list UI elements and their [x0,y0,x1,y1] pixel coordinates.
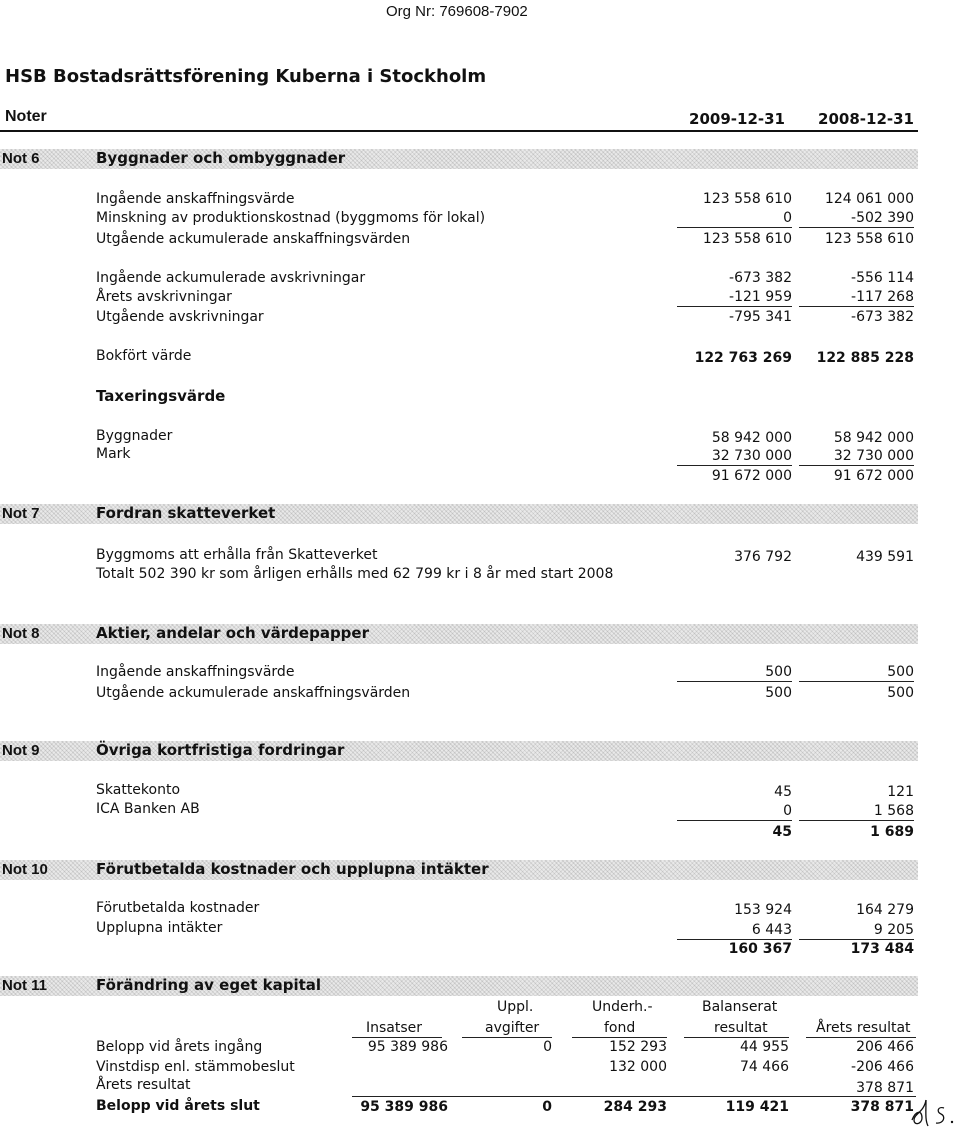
total-2008: 91 672 000 [833,468,914,484]
row-label: Minskning av produktionskostnad (byggmoms för lokal) [96,210,486,226]
value-2009: -121 959 [677,289,792,307]
value-2009: 500 [677,664,792,682]
value-2008: 32 730 000 [799,448,914,466]
note-band-6 [0,149,918,169]
row-label: ICA Banken AB [96,801,200,817]
org-number: Org Nr: 769608-7902 [386,3,528,20]
subheading: Taxeringsvärde [96,387,226,405]
row-label: Årets avskrivningar [96,289,232,305]
value-2009: 6 443 [677,922,792,940]
cell-arets-resultat: -206 466 [851,1059,914,1075]
noter-heading: Noter [5,108,47,125]
note-label: Not 8 [2,625,40,642]
column-header: Insatser [366,1020,423,1036]
total-2009: 160 367 [728,941,792,957]
row-label: Utgående ackumulerade anskaffningsvärden [96,231,411,247]
total-2008: 1 689 [870,824,914,840]
note-label: Not 10 [2,861,48,878]
handwritten-initials-icon [908,1096,960,1130]
note-text: Totalt 502 390 kr som årligen erhålls med 62 799 kr i 8 år med start 2008 [96,566,614,582]
column-header: Underh.- [592,999,653,1015]
cell-arets-resultat: 206 466 [856,1039,914,1055]
note-band-9 [0,741,918,761]
column-header: Balanserat [702,999,778,1015]
org-name: HSB Bostadsrättsförening Kuberna i Stockholm [5,66,487,87]
cell-fond: 284 293 [603,1099,667,1115]
total-rule [352,1096,916,1097]
note-label: Not 7 [2,505,40,522]
cell-fond: 152 293 [609,1039,667,1055]
note-title: Förutbetalda kostnader och upplupna intäkter [96,860,489,878]
header-underline [684,1037,789,1038]
value-2008: -117 268 [799,289,914,307]
value-2009: 0 [677,803,792,821]
row-label: Belopp vid årets ingång [96,1039,263,1055]
cell-avgifter: 0 [542,1099,552,1115]
total-2008: 173 484 [850,941,914,957]
note-label: Not 9 [2,742,40,759]
value-2009: 58 942 000 [711,430,792,446]
column-header-2008: 2008-12-31 [818,110,914,128]
cell-arets-resultat: 378 871 [856,1080,914,1096]
value-2008: 58 942 000 [833,430,914,446]
total-2009: 91 672 000 [711,468,792,484]
value-2009: 123 558 610 [702,191,792,207]
column-header: resultat [714,1020,768,1036]
value-2008: -502 390 [799,210,914,228]
column-header: Årets resultat [816,1020,911,1036]
value-2009: -673 382 [729,270,792,286]
row-label: Byggmoms att erhålla från Skatteverket [96,547,378,563]
note-label: Not 11 [2,977,48,994]
header-underline [806,1037,916,1038]
note-band-8 [0,624,918,644]
column-header: Uppl. [497,999,534,1015]
note-title: Förändring av eget kapital [96,976,322,994]
header-underline [462,1037,552,1038]
value-2008: 123 558 610 [824,231,914,247]
row-label: Byggnader [96,428,173,444]
value-2008: -673 382 [851,309,914,325]
cell-insatser: 95 389 986 [360,1099,448,1115]
value-2009: 45 [774,784,792,800]
row-label: Upplupna intäkter [96,920,223,936]
note-title: Fordran skatteverket [96,504,276,522]
cell-balanserat: 44 955 [740,1039,789,1055]
row-label: Förutbetalda kostnader [96,900,260,916]
row-label: Ingående anskaffningsvärde [96,191,295,207]
row-label: Ingående ackumulerade avskrivningar [96,270,366,286]
value-2009: 0 [677,210,792,228]
header-rule [0,130,918,132]
value-2008: 500 [799,664,914,682]
value-2008: 1 568 [799,803,914,821]
value-2009: 376 792 [734,549,792,565]
value-2008: 439 591 [856,549,914,565]
row-label: Belopp vid årets slut [96,1098,260,1114]
note-label: Not 6 [2,150,40,167]
row-label: Utgående avskrivningar [96,309,264,325]
row-label: Bokfört värde [96,348,192,364]
value-2009: 123 558 610 [702,231,792,247]
row-label: Ingående anskaffningsvärde [96,664,295,680]
note-title: Byggnader och ombyggnader [96,149,346,167]
row-label: Vinstdisp enl. stämmobeslut [96,1059,295,1075]
cell-insatser: 95 389 986 [367,1039,448,1055]
note-title: Aktier, andelar och värdepapper [96,624,369,642]
value-2008: 9 205 [799,922,914,940]
total-2009: 45 [772,824,792,840]
column-header: avgifter [485,1020,540,1036]
note-band-11 [0,976,918,996]
row-label: Mark [96,446,131,462]
value-2009: -795 341 [729,309,792,325]
column-header-2009: 2009-12-31 [689,110,785,128]
cell-fond: 132 000 [609,1059,667,1075]
column-header: fond [604,1020,636,1036]
value-2009: 122 763 269 [694,350,792,366]
row-label: Skattekonto [96,782,181,798]
value-2008: -556 114 [851,270,914,286]
value-2009: 32 730 000 [677,448,792,466]
note-title: Övriga kortfristiga fordringar [96,741,345,759]
value-2008: 121 [887,784,914,800]
cell-balanserat: 119 421 [725,1099,789,1115]
row-label: Utgående ackumulerade anskaffningsvärden [96,685,411,701]
header-underline [352,1037,442,1038]
note-band-7 [0,504,918,524]
value-2008: 164 279 [856,902,914,918]
value-2008: 500 [887,685,914,701]
cell-avgifter: 0 [543,1039,552,1055]
cell-arets-resultat: 378 871 [850,1099,914,1115]
row-label: Årets resultat [96,1077,191,1093]
header-underline [572,1037,667,1038]
note-band-10 [0,860,918,880]
value-2008: 124 061 000 [824,191,914,207]
value-2009: 153 924 [734,902,792,918]
value-2008: 122 885 228 [816,350,914,366]
cell-balanserat: 74 466 [740,1059,789,1075]
value-2009: 500 [765,685,792,701]
